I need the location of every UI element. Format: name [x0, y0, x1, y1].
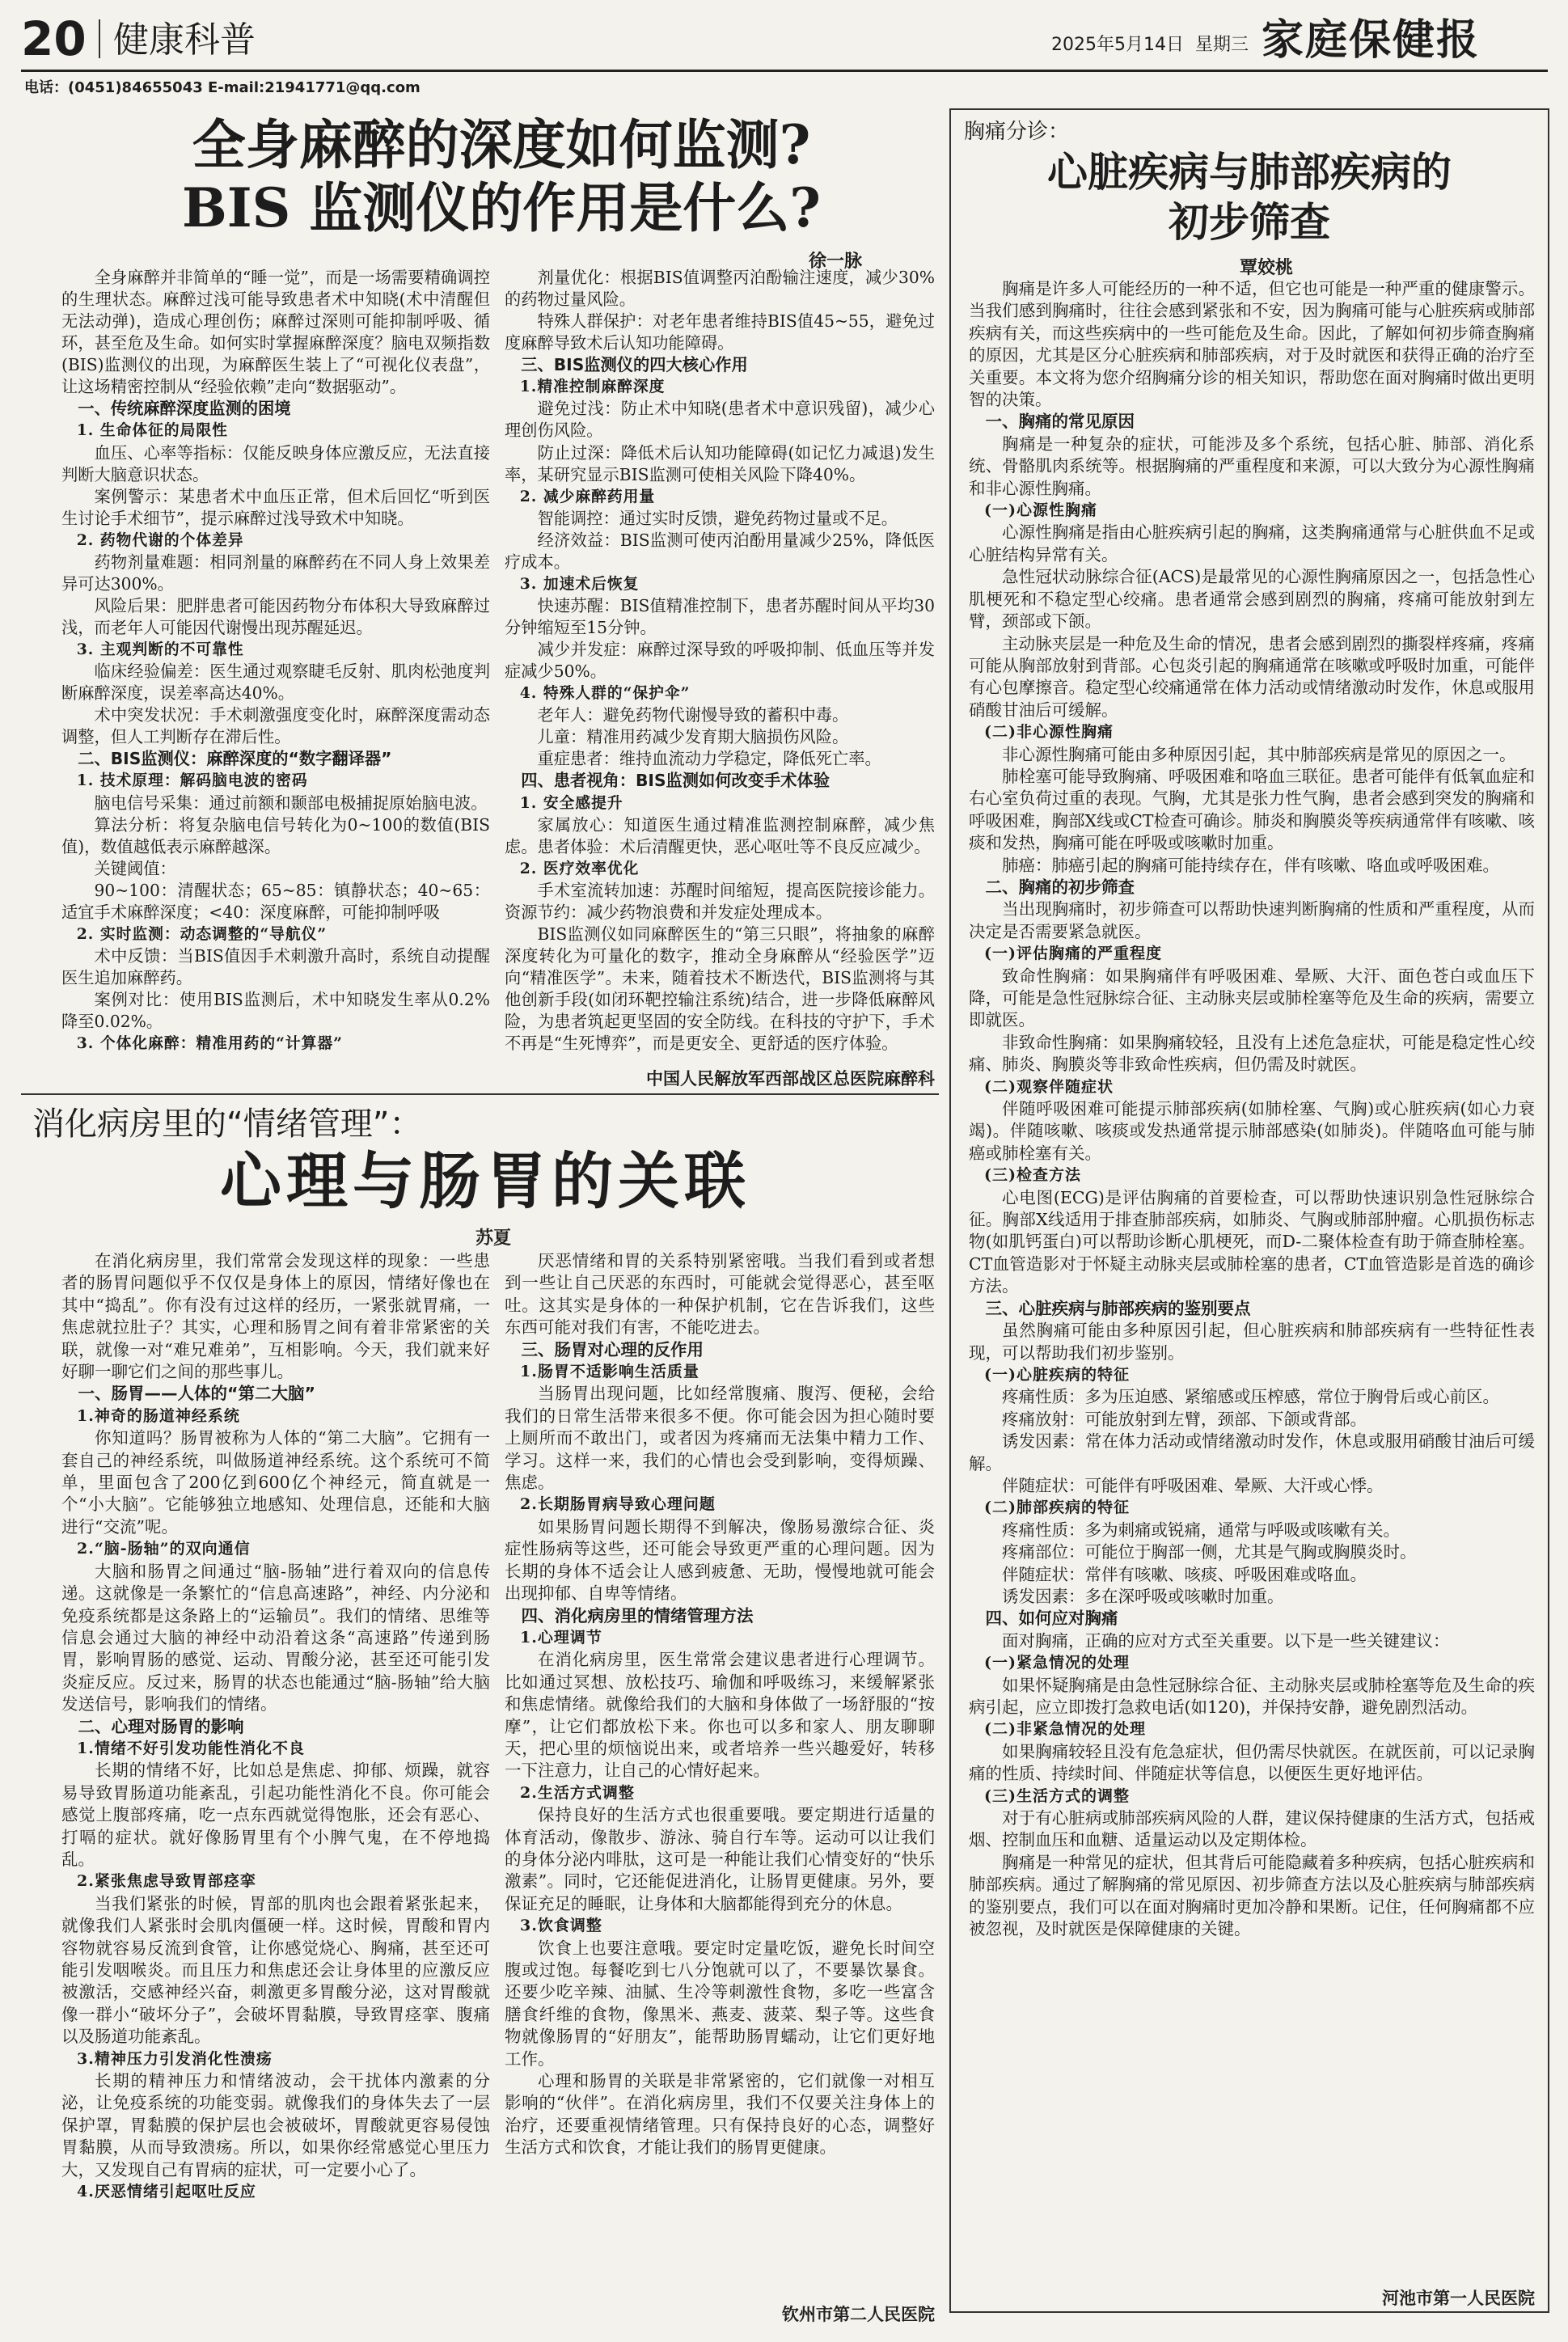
- page-header: [0, 0, 1568, 97]
- subheading: 1.情绪不好引发功能性消化不良: [77, 1739, 305, 1757]
- title-line-1: 心脏疾病与肺部疾病的: [1047, 148, 1452, 196]
- article-gut-mind: [0, 1097, 950, 2334]
- subheading: 3.饮食调整: [520, 1917, 602, 1935]
- paragraph: 非致命性胸痛：如果胸痛较轻，且没有上述危急症状，可能是稳定性心绞痛、肺炎、胸膜炎等非致命性疾病，但仍需及时就医。: [969, 1032, 1535, 1075]
- paragraph: 关键阈值：: [94, 858, 176, 878]
- article-title: 心理与肠胃的关联: [220, 1145, 750, 1217]
- subheading: 1.心理调节: [520, 1628, 602, 1647]
- paragraph: 当出现胸痛时，初步筛查可以帮助快速判断胸痛的性质和严重程度，从而决定是否需要紧急就医。: [969, 899, 1535, 941]
- article-credit: 钦州市第二人民医院: [782, 2305, 935, 2324]
- paragraph: 案例警示：某患者术中血压正常，但术后回忆“听到医生讨论手术细节”，提示麻醉过浅导致术中知晓。: [61, 486, 490, 528]
- subheading: 2.长期肠胃病导致心理问题: [520, 1495, 716, 1514]
- weekday-text: 星期三: [1194, 35, 1249, 55]
- paragraph: 心源性胸痛是指由心脏疾病引起的胸痛，这类胸痛通常与心脏供血不足或心脏结构异常有关。: [969, 522, 1535, 564]
- section-heading: 二、BIS监测仪：麻醉深度的“数字翻译器”: [78, 749, 392, 769]
- paragraph: 伴随呼吸困难可能提示肺部疾病(如肺栓塞、气胸)或心脏疾病(如心力衰竭)。伴随咳嗽、咳痰或发热通常提示肺部感染(如肺炎)。伴随咯血可能与肺癌或肺栓塞有关。: [969, 1099, 1535, 1163]
- column-body: [969, 278, 1535, 2276]
- paragraph: 疼痛部位：可能位于胸部一侧，尤其是气胸或胸膜炎时。: [1002, 1542, 1417, 1562]
- section-heading: 四、患者视角：BIS监测如何改变手术体验: [521, 771, 830, 791]
- subheading: 2.“脑-肠轴”的双向通信: [77, 1540, 251, 1558]
- paragraph: 经济效益：BIS监测可使丙泊酚用量减少25%，降低医疗成本。: [505, 530, 935, 572]
- title-line-2: 初步筛查: [1169, 198, 1330, 246]
- paragraph: 术中突发状况：手术刺激强度变化时，麻醉深度需动态调整，但人工判断存在滞后性。: [61, 705, 490, 747]
- title-line-1: 全身麻醉的深度如何监测?: [192, 113, 811, 176]
- paragraph: 你知道吗？肠胃被称为人体的“第二大脑”。它拥有一套自己的神经系统，叫做肠道神经系统。这个系统可不简单，里面包含了200亿到600亿个神经元，简直就是一个“小大脑”。它能够独立地感知、处理信息，还能和大脑进行“交流”呢。: [61, 1428, 490, 1537]
- section-heading: 一、胸痛的常见原因: [985, 412, 1135, 432]
- paragraph: 心电图(ECG)是评估胸痛的首要检查，可以帮助快速识别急性冠脉综合征。胸部X线适用于排查肺部疾病，如肺炎、气胸或肺部肿瘤。心肌损伤标志物(如肌钙蛋白)可以帮助诊断心肌梗死，而D-二聚体检查有助于筛查肺栓塞。CT血管造影对于怀疑主动脉夹层或肺栓塞的患者，CT血管造影是首选的确诊方法。: [969, 1187, 1535, 1296]
- paragraph: 肺栓塞可能导致胸痛、呼吸困难和咯血三联征。患者可能伴有低氧血症和右心室负荷过重的表现。气胸，尤其是张力性气胸，患者会感到突发的胸痛和呼吸困难，胸部X线或CT检查可确诊。肺炎和胸膜炎等疾病通常伴有咳嗽、咳痰和发热，胸痛可能在呼吸或咳嗽时加重。: [969, 766, 1535, 853]
- paragraph: 疼痛性质：多为刺痛或锐痛，通常与呼吸或咳嗽有关。: [1002, 1520, 1400, 1540]
- column-2: [505, 267, 935, 1084]
- paragraph: 剂量优化：根据BIS值调整丙泊酚输注速度，减少30%的药物过量风险。: [505, 268, 935, 310]
- column-2: [505, 1250, 935, 2302]
- column-1: [61, 267, 490, 1084]
- paragraph: 急性冠状动脉综合征(ACS)是最常见的心源性胸痛原因之一，包括急性心肌梗死和不稳定型心绞痛。患者通常会感到剧烈的胸痛，疼痛可能放射到左臂，颈部或下颌。: [969, 567, 1535, 632]
- article-kicker: 胸痛分诊：: [964, 120, 1070, 144]
- subheading: 2.生活方式调整: [520, 1783, 635, 1802]
- paragraph: 当我们紧张的时候，胃部的肌肉也会跟着紧张起来，就像我们人紧张时会肌肉僵硬一样。这时候，胃酸和胃内容物就容易反流到食管，让你感觉烧心、胸痛，甚至还可能引发咽喉炎。而且压力和焦虑还会让身体里的应激反应被激活，交感神经兴奋，刺激更多胃酸分泌，这对胃酸就像一群小“破坏分子”，会破坏胃黏膜，导致胃痉挛、腹痛以及肠道功能紊乱。: [61, 1893, 490, 2047]
- section-heading: 四、如何应对胸痛: [985, 1609, 1118, 1629]
- subheading: (二)非心源性胸痛: [984, 723, 1114, 742]
- paragraph: 减少并发症：麻醉过深导致的呼吸抑制、低血压等并发症减少50%。: [505, 640, 935, 682]
- paragraph: 伴随症状：常伴有咳嗽、咳痰、呼吸困难或咯血。: [1002, 1564, 1367, 1584]
- section-heading: 一、传统麻醉深度监测的困境: [78, 399, 291, 419]
- paragraph: 长期的精神压力和情绪波动，会干扰体内激素的分泌，让免疫系统的功能变弱。就像我们的身体失去了一层保护罩，胃黏膜的保护层也会被破坏，胃酸就更容易侵蚀胃黏膜，从而导致溃疡。所以，如果你经常感觉心里压力大，又发现自己有胃病的症状，可一定要小心了。: [61, 2071, 490, 2179]
- paragraph: 血压、心率等指标：仅能反映身体应激反应，无法直接判断大脑意识状态。: [61, 442, 490, 484]
- paragraph: 胸痛是一种常见的症状，但其背后可能隐藏着多种疾病，包括心脏疾病和肺部疾病。通过了解胸痛的常见原因、初步筛查方法以及心脏疾病与肺部疾病的鉴别要点，我们可以在面对胸痛时更加冷静和果断。记住，任何胸痛都不应被忽视，及时就医是保障健康的关键。: [969, 1852, 1535, 1939]
- date-text: 2025年5月14日: [1051, 35, 1184, 55]
- section-heading: 三、心脏疾病与肺部疾病的鉴别要点: [985, 1298, 1251, 1318]
- subheading: 2. 实时监测：动态调整的“导航仪”: [76, 924, 328, 943]
- article-credit: 河池市第一人民医院: [1382, 2289, 1535, 2308]
- subheading: 1. 生命体征的局限性: [76, 421, 228, 440]
- paragraph: 风险后果：肥胖患者可能因药物分布体积大导致麻醉过浅，而老年人可能因代谢慢出现苏醒延迟。: [61, 595, 490, 637]
- paragraph: 90~100：清醒状态；65~85：镇静状态；40~65：适宜手术麻醉深度；<40：深度麻醉，可能抑制呼吸: [61, 880, 490, 922]
- section-heading: 四、消化病房里的情绪管理方法: [521, 1605, 754, 1625]
- masthead-logo: 家庭保健报: [1262, 15, 1481, 65]
- section-heading: 三、肠胃对心理的反作用: [521, 1339, 704, 1359]
- subheading: (一)心源性胸痛: [984, 501, 1097, 520]
- article-title: [105, 113, 898, 239]
- article-kicker: 消化病房里的“情绪管理”：: [32, 1105, 422, 1143]
- subheading: (二)肺部疾病的特征: [984, 1499, 1130, 1517]
- subheading: (三)生活方式的调整: [984, 1786, 1130, 1805]
- paragraph: 如果胸痛较轻且没有危急症状，但仍需尽快就医。在就医前，可以记录胸痛的性质、持续时间、伴随症状等信息，以便医生更好地评估。: [969, 1741, 1535, 1784]
- article-anesthesia: [0, 97, 950, 1092]
- subheading: 1. 安全感提升: [519, 793, 623, 812]
- paragraph: 手术室流转加速：苏醒时间缩短，提高医院接诊能力。资源节约：减少药物浪费和并发症处理成本。: [505, 880, 935, 922]
- paragraph: 案例对比：使用BIS监测后，术中知晓发生率从0.2%降至0.02%。: [61, 990, 490, 1032]
- title-line-2: BIS 监测仪的作用是什么?: [182, 176, 821, 239]
- paragraph: 防止过深：降低术后认知功能障碍(如记忆力减退)发生率，某研究显示BIS监测可使相关风险下降40%。: [505, 442, 935, 484]
- subheading: (三)检查方法: [984, 1166, 1081, 1185]
- paragraph: 算法分析：将复杂脑电信号转化为0~100的数值(BIS值)，数值越低表示麻醉越深。: [61, 814, 490, 856]
- paragraph: 临床经验偏差：医生通过观察睫毛反射、肌肉松弛度判断麻醉深度，误差率高达40%。: [61, 662, 490, 704]
- paragraph: 厌恶情绪和胃的关系特别紧密哦。当我们看到或者想到一些让自己厌恶的东西时，可能就会觉得恶心，甚至呕吐。这其实是身体的一种保护机制，它在告诉我们，这些东西可能对我们有害，不能吃进去。: [505, 1251, 935, 1338]
- paragraph: 快速苏醒：BIS值精准控制下，患者苏醒时间从平均30分钟缩短至15分钟。: [505, 595, 935, 637]
- paragraph: 诱发因素：常在体力活动或情绪激动时发作，休息或服用硝酸甘油后可缓解。: [969, 1431, 1535, 1473]
- paragraph: 疼痛性质：多为压迫感、紧缩感或压榨感，常位于胸骨后或心前区。: [1002, 1387, 1499, 1407]
- paragraph: 儿童：精准用药减少发育期大脑损伤风险。: [537, 727, 849, 747]
- paragraph: 虽然胸痛可能由多种原因引起，但心脏疾病和肺部疾病有一些特征性表现，可以帮助我们初步鉴别。: [969, 1321, 1535, 1363]
- subheading: (一)紧急情况的处理: [984, 1654, 1130, 1672]
- paragraph: 当肠胃出现问题，比如经常腹痛、腹泻、便秘，会给我们的日常生活带来很多不便。你可能会因为担心随时要上厕所而不敢出门，或者因为疼痛而无法集中精力工作、学习。这样一来，我们的心情也会受到影响，变得烦躁、焦虑。: [505, 1384, 935, 1493]
- article-author: 覃姣桃: [1239, 258, 1293, 278]
- paragraph: 伴随症状：可能伴有呼吸困难、晕厥、大汗或心悸。: [1002, 1475, 1384, 1495]
- paragraph: 胸痛是一种复杂的症状，可能涉及多个系统，包括心脏、肺部、消化系统、骨骼肌肉系统等。根据胸痛的严重程度和来源，可以大致分为心源性胸痛和非心源性胸痛。: [969, 433, 1535, 498]
- paragraph: 胸痛是许多人可能经历的一种不适，但它也可能是一种严重的健康警示。当我们感到胸痛时，往往会感到紧张和不安，因为胸痛可能与心脏疾病或肺部疾病有关，而这些疾病中的一些可能危及生命。因此，了解如何初步筛查胸痛的原因，尤其是区分心脏疾病和肺部疾病，对于及时就医和获得正确的治疗至关重要。本文将为您介绍胸痛分诊的相关知识，帮助您在面对胸痛时做出更明智的决策。: [969, 279, 1535, 410]
- paragraph: 肺癌：肺癌引起的胸痛可能持续存在，伴有咳嗽、咯血或呼吸困难。: [1002, 855, 1499, 875]
- header-rule-top: [21, 70, 1548, 72]
- paragraph: 疼痛放射：可能放射到左臂，颈部、下颌或背部。: [1002, 1409, 1367, 1429]
- section-heading: 二、心理对肠胃的影响: [78, 1716, 244, 1736]
- subheading: 1.神奇的肠道神经系统: [77, 1406, 240, 1425]
- paragraph: 诱发因素：多在深呼吸或咳嗽时加重。: [1002, 1586, 1284, 1606]
- paragraph: 主动脉夹层是一种危及生命的情况，患者会感到剧烈的撕裂样疼痛，疼痛可能从胸部放射到背部。心包炎引起的胸痛通常在咳嗽或呼吸时加重，可能伴有心包摩擦音。稳定型心绞痛通常在体力活动或情绪激动时发作，休息或服用硝酸甘油后可缓解。: [969, 633, 1535, 720]
- subheading: 2. 药物代谢的个体差异: [76, 531, 244, 549]
- article-title: [951, 147, 1548, 247]
- subheading: 1.精准控制麻醉深度: [519, 378, 666, 396]
- subheading: 3. 个体化麻醉：精准用药的“计算器”: [76, 1034, 343, 1053]
- section-heading: 一、肠胃——人体的“第二大脑”: [78, 1384, 315, 1404]
- subheading: 4. 特殊人群的“保护伞”: [519, 684, 691, 703]
- paragraph: 对于有心脏病或肺部疾病风险的人群，建议保持健康的生活方式，包括戒烟、控制血压和血糖、适量运动以及定期体检。: [969, 1808, 1535, 1850]
- paragraph: 保持良好的生活方式也很重要哦。要定期进行适量的体育活动，像散步、游泳、骑自行车等。运动可以让我们的身体分泌内啡肽，这可是一种能让我们心情变好的“快乐激素”。同时，它还能促进消化，让肠胃更健康。另外，要保证充足的睡眠，让身体和大脑都能得到充分的休息。: [505, 1805, 935, 1913]
- article-credit: 中国人民解放军西部战区总医院麻醉科: [646, 1069, 935, 1089]
- paragraph: 家属放心：知道医生通过精准监测控制麻醉，减少焦虑。患者体验：术后清醒更快，恶心呕吐等不良反应减少。: [505, 814, 935, 856]
- section-heading: 三、BIS监测仪的四大核心作用: [521, 355, 748, 375]
- paragraph: 术中反馈：当BIS值因手术刺激升高时，系统自动提醒医生追加麻醉药。: [61, 945, 490, 987]
- header-divider: [99, 19, 100, 58]
- paragraph: 重症患者：维持血流动力学稳定，降低死亡率。: [537, 749, 881, 769]
- paragraph: 避免过浅：防止术中知晓(患者术中意识残留)，减少心理创伤风险。: [505, 399, 935, 441]
- paragraph: 如果怀疑胸痛是由急性冠脉综合征、主动脉夹层或肺栓塞等危及生命的疾病引起，应立即拨打急救电话(如120)，并保持安静，避免剧烈活动。: [969, 1675, 1535, 1717]
- paragraph: 如果肠胃问题长期得不到解决，像肠易激综合征、炎症性肠病等这些，还可能会导致更严重的心理问题。因为长期的身体不适会让人感到疲惫、无助，慢慢地就可能会出现抑郁、自卑等情绪。: [505, 1516, 935, 1604]
- page-number: 20: [21, 11, 87, 66]
- subheading: 2. 减少麻醉药用量: [519, 487, 656, 505]
- paragraph: 药物剂量难题：相同剂量的麻醉药在不同人身上效果差异可达300%。: [61, 552, 490, 594]
- article-chest-pain: [949, 108, 1549, 2313]
- contact-line: 电话：(0451)84655043 E-mail:21941771@qq.com: [24, 79, 421, 96]
- section-heading: 二、胸痛的初步筛查: [985, 877, 1135, 897]
- paragraph: 老年人：避免药物代谢慢导致的蓄积中毒。: [537, 705, 849, 725]
- article-author: 徐一脉: [809, 252, 863, 272]
- subheading: 1. 技术原理：解码脑电波的密码: [76, 772, 308, 790]
- subheading: (二)观察伴随症状: [984, 1077, 1114, 1096]
- paragraph: 面对胸痛，正确的应对方式至关重要。以下是一些关键建议：: [1002, 1630, 1450, 1651]
- subheading: 3.精神压力引发消化性溃疡: [77, 2049, 273, 2068]
- paragraph: 致命性胸痛：如果胸痛伴有呼吸困难、晕厥、大汗、面色苍白或血压下降，可能是急性冠脉综合征、主动脉夹层或肺栓塞等危及生命的疾病，需要立即就医。: [969, 966, 1535, 1030]
- paragraph: 智能调控：通过实时反馈，避免药物过量或不足。: [537, 508, 898, 528]
- subheading: (一)心脏疾病的特征: [984, 1365, 1130, 1384]
- paragraph: 特殊人群保护：对老年患者维持BIS值45~55，避免过度麻醉导致术后认知功能障碍。: [505, 311, 935, 353]
- paragraph: 大脑和肠胃之间通过“脑-肠轴”进行着双向的信息传递。这就像是一条繁忙的“信息高速路”，神经、内分泌和免疫系统都是这条路上的“运输员”。我们的情绪、思维等信息会通过大脑的神经中动沿着这条“高速路”传递到肠胃，影响胃肠的感觉、运动、胃酸分泌，甚至还可能引发炎症反应。反过来，肠胃的状态也能通过“脑-肠轴”给大脑发送信号，影响我们的情绪。: [61, 1561, 490, 1714]
- paragraph: 非心源性胸痛可能由多种原因引起，其中肺部疾病是常见的原因之一。: [1002, 744, 1516, 764]
- paragraph: 心理和肠胃的关联是非常紧密的，它们就像一对相互影响的“伙伴”。在消化病房里，我们不仅要关注身体上的治疗，还要重视情绪管理。只有保持良好的心态，调整好生活方式和饮食，才能让我们的肠胃更健康。: [505, 2071, 935, 2158]
- paragraph: 在消化病房里，我们常常会发现这样的现象：一些患者的肠胃问题似乎不仅仅是身体上的原因，情绪好像也在其中“捣乱”。你有没有过这样的经历，一紧张就胃痛，一焦虑就拉肚子？其实，心理和肠胃之间有着非常紧密的关联，就像一对“难兄难弟”，互相影响。今天，我们就来好好聊一聊它们之间的那些事儿。: [61, 1251, 490, 1382]
- subheading: 2.紧张焦虑导致胃部痉挛: [77, 1872, 256, 1891]
- section-name: 健康科普: [113, 19, 256, 61]
- subheading: 4.厌恶情绪引起呕吐反应: [77, 2183, 256, 2201]
- paragraph: 在消化病房里，医生常常会建议患者进行心理调节。比如通过冥想、放松技巧、瑜伽和呼吸练习，来缓解紧张和焦虑情绪。就像给我们的大脑和身体做了一场舒服的“按摩”，让它们都放松下来。你也可以多和家人、朋友聊聊天，把心里的烦恼说出来，或者培养一些兴趣爱好，转移一下注意力，让自己的心情好起来。: [505, 1650, 935, 1781]
- subheading: (二)非紧急情况的处理: [984, 1720, 1146, 1739]
- section-divider: [21, 1093, 939, 1095]
- paragraph: 饮食上也要注意哦。要定时定量吃饭，避免长时间空腹或过饱。每餐吃到七八分饱就可以了，不要暴饮暴食。还要少吃辛辣、油腻、生冷等刺激性食物，多吃一些富含膳食纤维的食物，像黑米、燕麦、菠菜、梨子等。这些食物就像肠胃的“好朋友”，能帮助肠胃蠕动，让它们更好地工作。: [505, 1938, 935, 2069]
- subheading: 3. 主观判断的不可靠性: [76, 640, 244, 659]
- subheading: (一)评估胸痛的严重程度: [984, 945, 1162, 963]
- column-1: [61, 1250, 490, 2326]
- subheading: 2. 医疗效率优化: [519, 859, 640, 877]
- paragraph: 脑电信号采集：通过前额和颞部电极捕捉原始脑电波。: [94, 793, 488, 813]
- subheading: 3. 加速术后恢复: [519, 574, 640, 593]
- paragraph: 长期的情绪不好，比如总是焦虑、抑郁、烦躁，就容易导致胃肠道功能紊乱，引起功能性消化不良。你可能会感觉上腹部疼痛，吃一点东西就觉得饱胀，还会有恶心、打嗝的症状。就好像肠胃里有个小脾气鬼，在不停地捣乱。: [61, 1761, 490, 1869]
- paragraph: 全身麻醉并非简单的“睡一觉”，而是一场需要精确调控的生理状态。麻醉过浅可能导致患者术中知晓(术中清醒但无法动弹)，造成心理创伤；麻醉过深则可能抑制呼吸、循环，甚至危及生命。如何实时掌握麻醉深度？脑电双频指数(BIS)监测仪的出现，为麻醉医生装上了“可视化仪表盘”，让这场精密控制从“经验依赖”走向“数据驱动”。: [61, 268, 490, 397]
- article-author: 苏夏: [475, 1228, 511, 1249]
- subheading: 1.肠胃不适影响生活质量: [520, 1363, 699, 1381]
- paragraph: BIS监测仪如同麻醉医生的“第三只眼”，将抽象的麻醉深度转化为可量化的数字，推动全身麻醉从“经验医学”迈向“精准医学”。未来，随着技术不断迭代，BIS监测将与其他创新手段(如闭环靶控输注系统)结合，进一步降低麻醉风险，为患者筑起更坚固的安全防线。在科技的守护下，手术不再是“生死博弈”，而是更安全、更舒适的医疗体验。: [505, 924, 935, 1054]
- issue-date: [1051, 31, 1249, 56]
